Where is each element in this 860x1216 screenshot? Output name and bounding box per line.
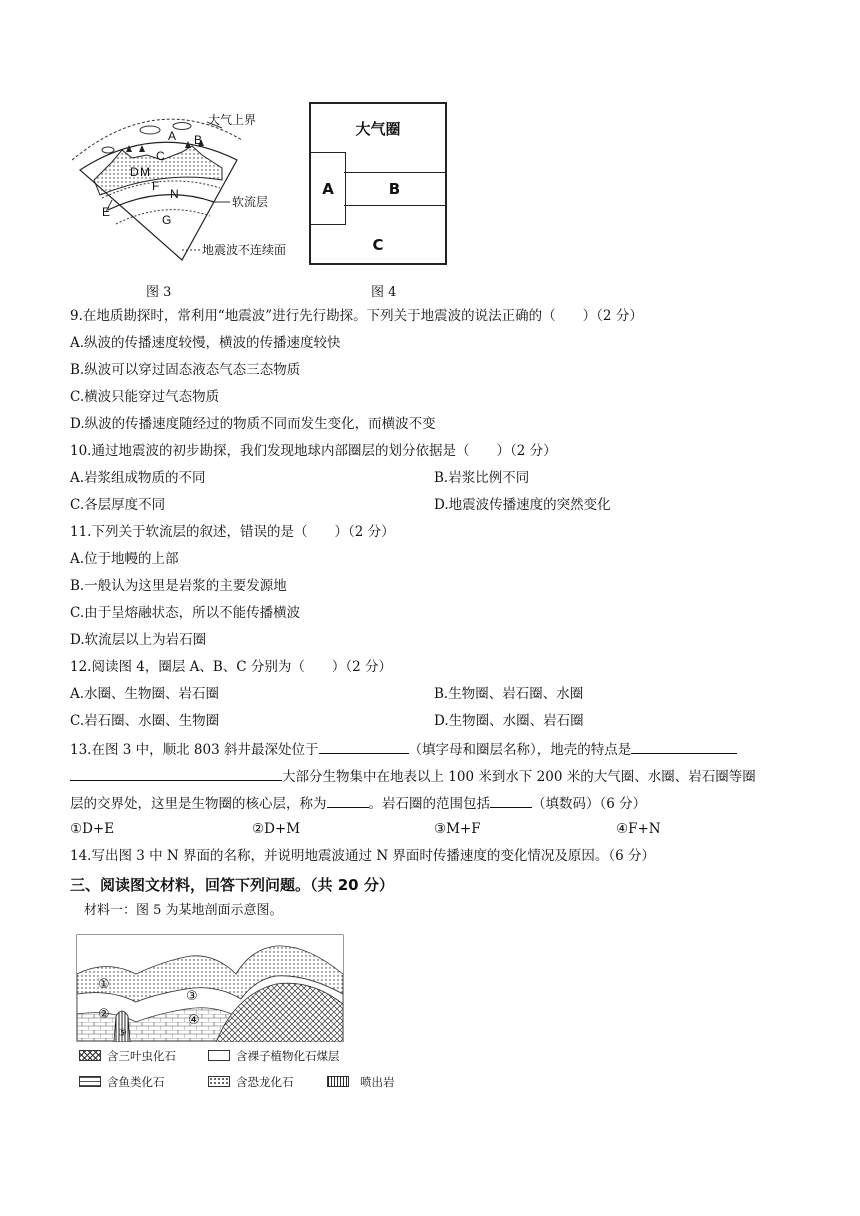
- legend-gymnosperm: 含裸子植物化石煤层: [236, 1049, 340, 1063]
- q11-option-a: A.位于地幔的上部: [70, 551, 179, 567]
- q10-option-d: D.地震波传播速度的突然变化: [434, 497, 611, 513]
- q11-option-d: D.软流层以上为岩石圈: [70, 632, 207, 648]
- q13-line3: [70, 793, 646, 813]
- figure-4-diagram: [309, 102, 447, 265]
- fig5-mark-1: ①: [98, 977, 110, 992]
- legend-swatch-extrusive: [327, 1076, 349, 1087]
- legend-swatch-fish: [79, 1076, 101, 1087]
- q13-blank-crust-feature-b[interactable]: [70, 766, 282, 781]
- label-G: G: [162, 213, 172, 227]
- q10-option-a: A.岩浆组成物质的不同: [70, 470, 206, 486]
- q13-blank-crust-feature-a[interactable]: [631, 739, 737, 754]
- label-asthenosphere: 软流层: [232, 195, 269, 209]
- figure-3-caption: 图 3: [146, 285, 172, 300]
- q13-text-5: 。岩石圈的范围包括: [368, 796, 490, 812]
- q12-option-b: B.生物圈、岩石圈、水圈: [434, 686, 584, 702]
- material-1: 材料一：图 5 为某地剖面示意图。: [84, 903, 283, 918]
- label-M: M: [140, 165, 150, 179]
- legend-fish: 含鱼类化石: [107, 1075, 165, 1089]
- q13-line1: [70, 739, 737, 759]
- q13-text-6: （填数码）（6 分）: [532, 796, 647, 812]
- q11-option-c: C.由于呈熔融状态，所以不能传播横波: [70, 605, 301, 621]
- q13-option-1: ①D+E: [70, 821, 115, 837]
- legend-swatch-gymnosperm: [208, 1050, 230, 1061]
- q12-stem: 12.阅读图 4，圈层 A、B、C 分别为（ ）（2 分）: [70, 659, 393, 675]
- q9-option-b: B.纵波可以穿过固态液态气态三态物质: [70, 362, 301, 378]
- figure-3-diagram: [72, 100, 302, 270]
- label-D: D: [130, 165, 139, 179]
- legend-trilobite: 含三叶虫化石: [107, 1049, 176, 1063]
- q13-option-2: ②D+M: [252, 821, 301, 837]
- fig5-mark-4: ④: [188, 1013, 200, 1028]
- q13-option-3: ③M+F: [434, 821, 481, 837]
- q9-option-a: A.纵波的传播速度较慢，横波的传播速度较快: [70, 335, 341, 351]
- q10-option-c: C.各层厚度不同: [70, 497, 166, 513]
- label-C: C: [156, 149, 165, 163]
- q13-text-4: 层的交界处，这里是生物圈的核心层，称为: [70, 796, 327, 812]
- figure-5-profile: [76, 934, 344, 1042]
- label-E: E: [102, 205, 111, 219]
- label-N: N: [170, 187, 179, 201]
- fig5-mark-2: ②: [98, 1007, 110, 1022]
- q13-blank-core-layer[interactable]: [327, 793, 369, 808]
- q12-option-c: C.岩石圈、水圈、生物圈: [70, 713, 220, 729]
- q13-line2: [70, 766, 756, 786]
- q9-stem: 9.在地质勘探时，常利用“地震波”进行先行勘探。下列关于地震波的说法正确的（ ）（2 分）: [70, 308, 643, 324]
- section-3-title: 三、阅读图文材料，回答下列问题。（共 20 分）: [70, 876, 394, 894]
- q10-stem: 10.通过地震波的初步勘探，我们发现地球内部圈层的划分依据是（ ）（2 分）: [70, 443, 557, 459]
- q10-option-b: B.岩浆比例不同: [434, 470, 530, 486]
- q13-blank-lithosphere[interactable]: [490, 793, 532, 808]
- q11-stem: 11.下列关于软流层的叙述，错误的是（ ）（2 分）: [70, 524, 395, 540]
- figure-4-caption: 图 4: [371, 285, 397, 300]
- q11-option-b: B.一般认为这里是岩浆的主要发源地: [70, 578, 287, 594]
- fig4-region-A: A: [311, 152, 346, 225]
- legend-dinosaur: 含恐龙化石: [236, 1075, 294, 1089]
- legend-swatch-dinosaur: [208, 1076, 230, 1087]
- q9-option-c: C.横波只能穿过气态物质: [70, 389, 220, 405]
- fig4-region-B: B: [344, 172, 445, 206]
- legend-extrusive: 喷出岩: [360, 1075, 395, 1089]
- fig5-mark-5: ⑤: [118, 1028, 127, 1039]
- q12-option-d: D.生物圈、水圈、岩石圈: [434, 713, 584, 729]
- label-B: B: [194, 133, 203, 147]
- label-atmosphere-top: 大气上界: [208, 113, 257, 127]
- legend-swatch-trilobite: [79, 1050, 101, 1061]
- q13-text-1: 13.在图 3 中，顺北 803 斜井最深处位于: [70, 742, 319, 758]
- q9-option-d: D.纵波的传播速度随经过的物质不同而发生变化，而横波不变: [70, 416, 436, 432]
- q13-blank-location[interactable]: [319, 739, 409, 754]
- label-A: A: [168, 129, 177, 143]
- q13-text-3: 大部分生物集中在地表以上 100 米到水下 200 米的大气圈、水圈、岩石圈等圈: [282, 769, 756, 785]
- fig4-atmosphere: 大气圈: [355, 119, 401, 138]
- fig5-mark-3: ③: [186, 989, 198, 1004]
- q13-option-4: ④F+N: [616, 821, 661, 837]
- q12-option-a: A.水圈、生物圈、岩石圈: [70, 686, 220, 702]
- fig4-region-C: C: [372, 235, 384, 254]
- q14-stem: 14.写出图 3 中 N 界面的名称，并说明地震波通过 N 界面时传播速度的变化情况及原因。（6 分）: [70, 848, 656, 864]
- q13-text-2: （填字母和圈层名称），地壳的特点是: [408, 742, 632, 758]
- label-discontinuity: 地震波不连续面: [202, 243, 287, 257]
- label-F: F: [152, 179, 160, 193]
